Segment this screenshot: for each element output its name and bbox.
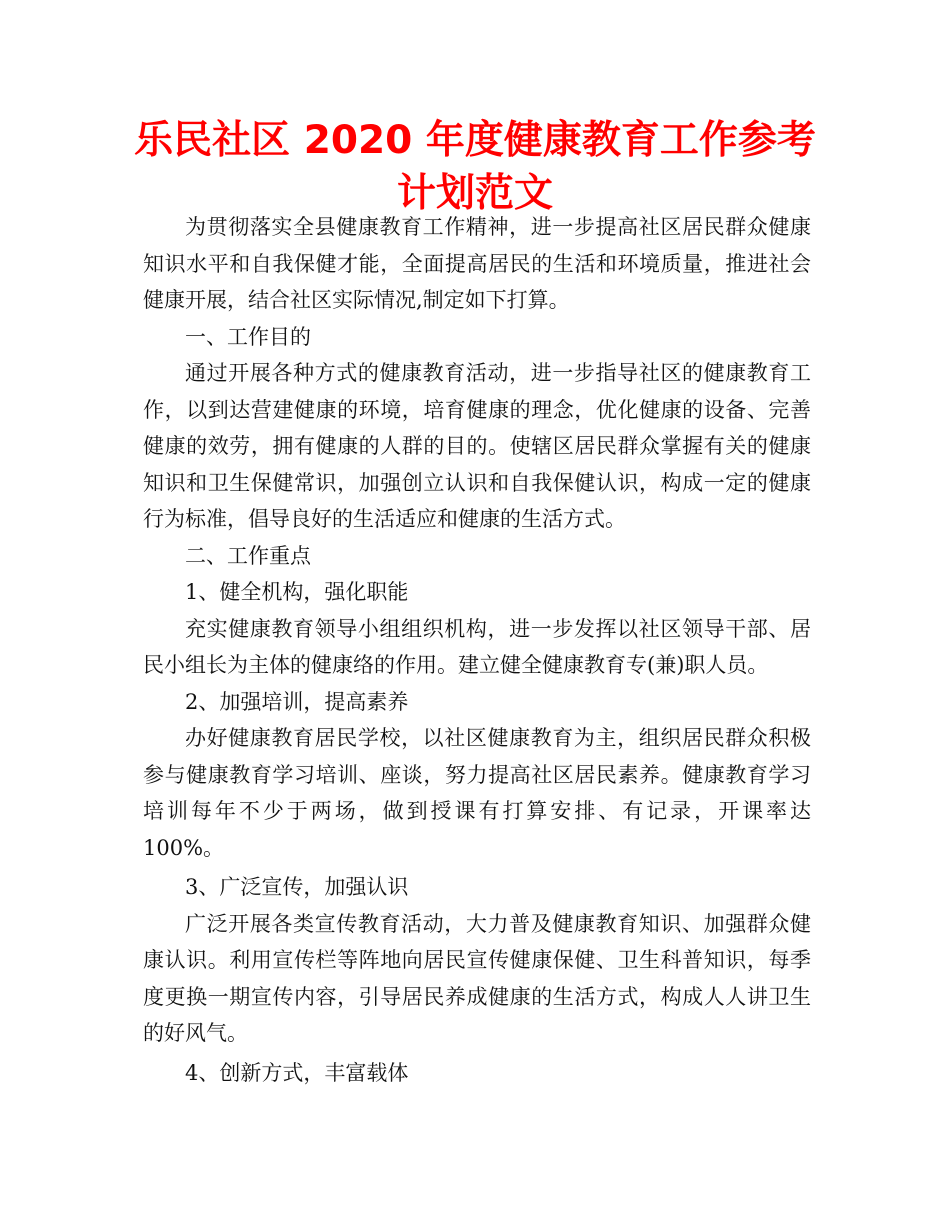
section-heading-focus: 二、工作重点	[185, 543, 311, 568]
paragraph-1: 充实健康教育领导小组组织机构，进一步发挥以社区领导干部、居民小组长为主体的健康络的作用。建立健全健康教育专(兼)职人员。	[143, 616, 811, 677]
document-title: 乐民社区 2020 年度健康教育工作参考计划范文	[134, 118, 816, 216]
intro-paragraph: 为贯彻落实全县健康教育工作精神，进一步提高社区居民群众健康知识水平和自我保健才能，全面提高居民的生活和环境质量，推进社会健康开展，结合社区实际情况,制定如下打算。	[143, 215, 811, 312]
paragraph-2: 办好健康教育居民学校，以社区健康教育为主，组织居民群众积极参与健康教育学习培训、座谈，努力提高社区居民素养。健康教育学习培训每年不少于两场，做到授课有打算安排、有记录，开课率达100%。	[143, 726, 811, 860]
document-body	[143, 209, 811, 1091]
goal-paragraph: 通过开展各种方式的健康教育活动，进一步指导社区的健康教育工作，以到达营建健康的环境，培育健康的理念，优化健康的设备、完善健康的效劳，拥有健康的人群的目的。使辖区居民群众掌握有关的健康知识和卫生保健常识，加强创立认识和自我保健认识，构成一定的健康行为标准，倡导良好的生活适应和健康的生活方式。	[143, 361, 811, 531]
subheading-1: 1、健全机构，强化职能	[185, 580, 409, 604]
subheading-3: 3、广泛宣传，加强认识	[185, 875, 409, 899]
paragraph-3: 广泛开展各类宣传教育活动，大力普及健康教育知识、加强群众健康认识。利用宣传栏等阵地向居民宣传健康保健、卫生科普知识，每季度更换一期宣传内容，引导居民养成健康的生活方式，构成人人讲卫生的好风气。	[143, 911, 811, 1045]
section-heading-goal: 一、工作目的	[185, 324, 311, 349]
subheading-2: 2、加强培训，提高素养	[185, 689, 409, 714]
subheading-4: 4、创新方式，丰富载体	[185, 1060, 409, 1085]
